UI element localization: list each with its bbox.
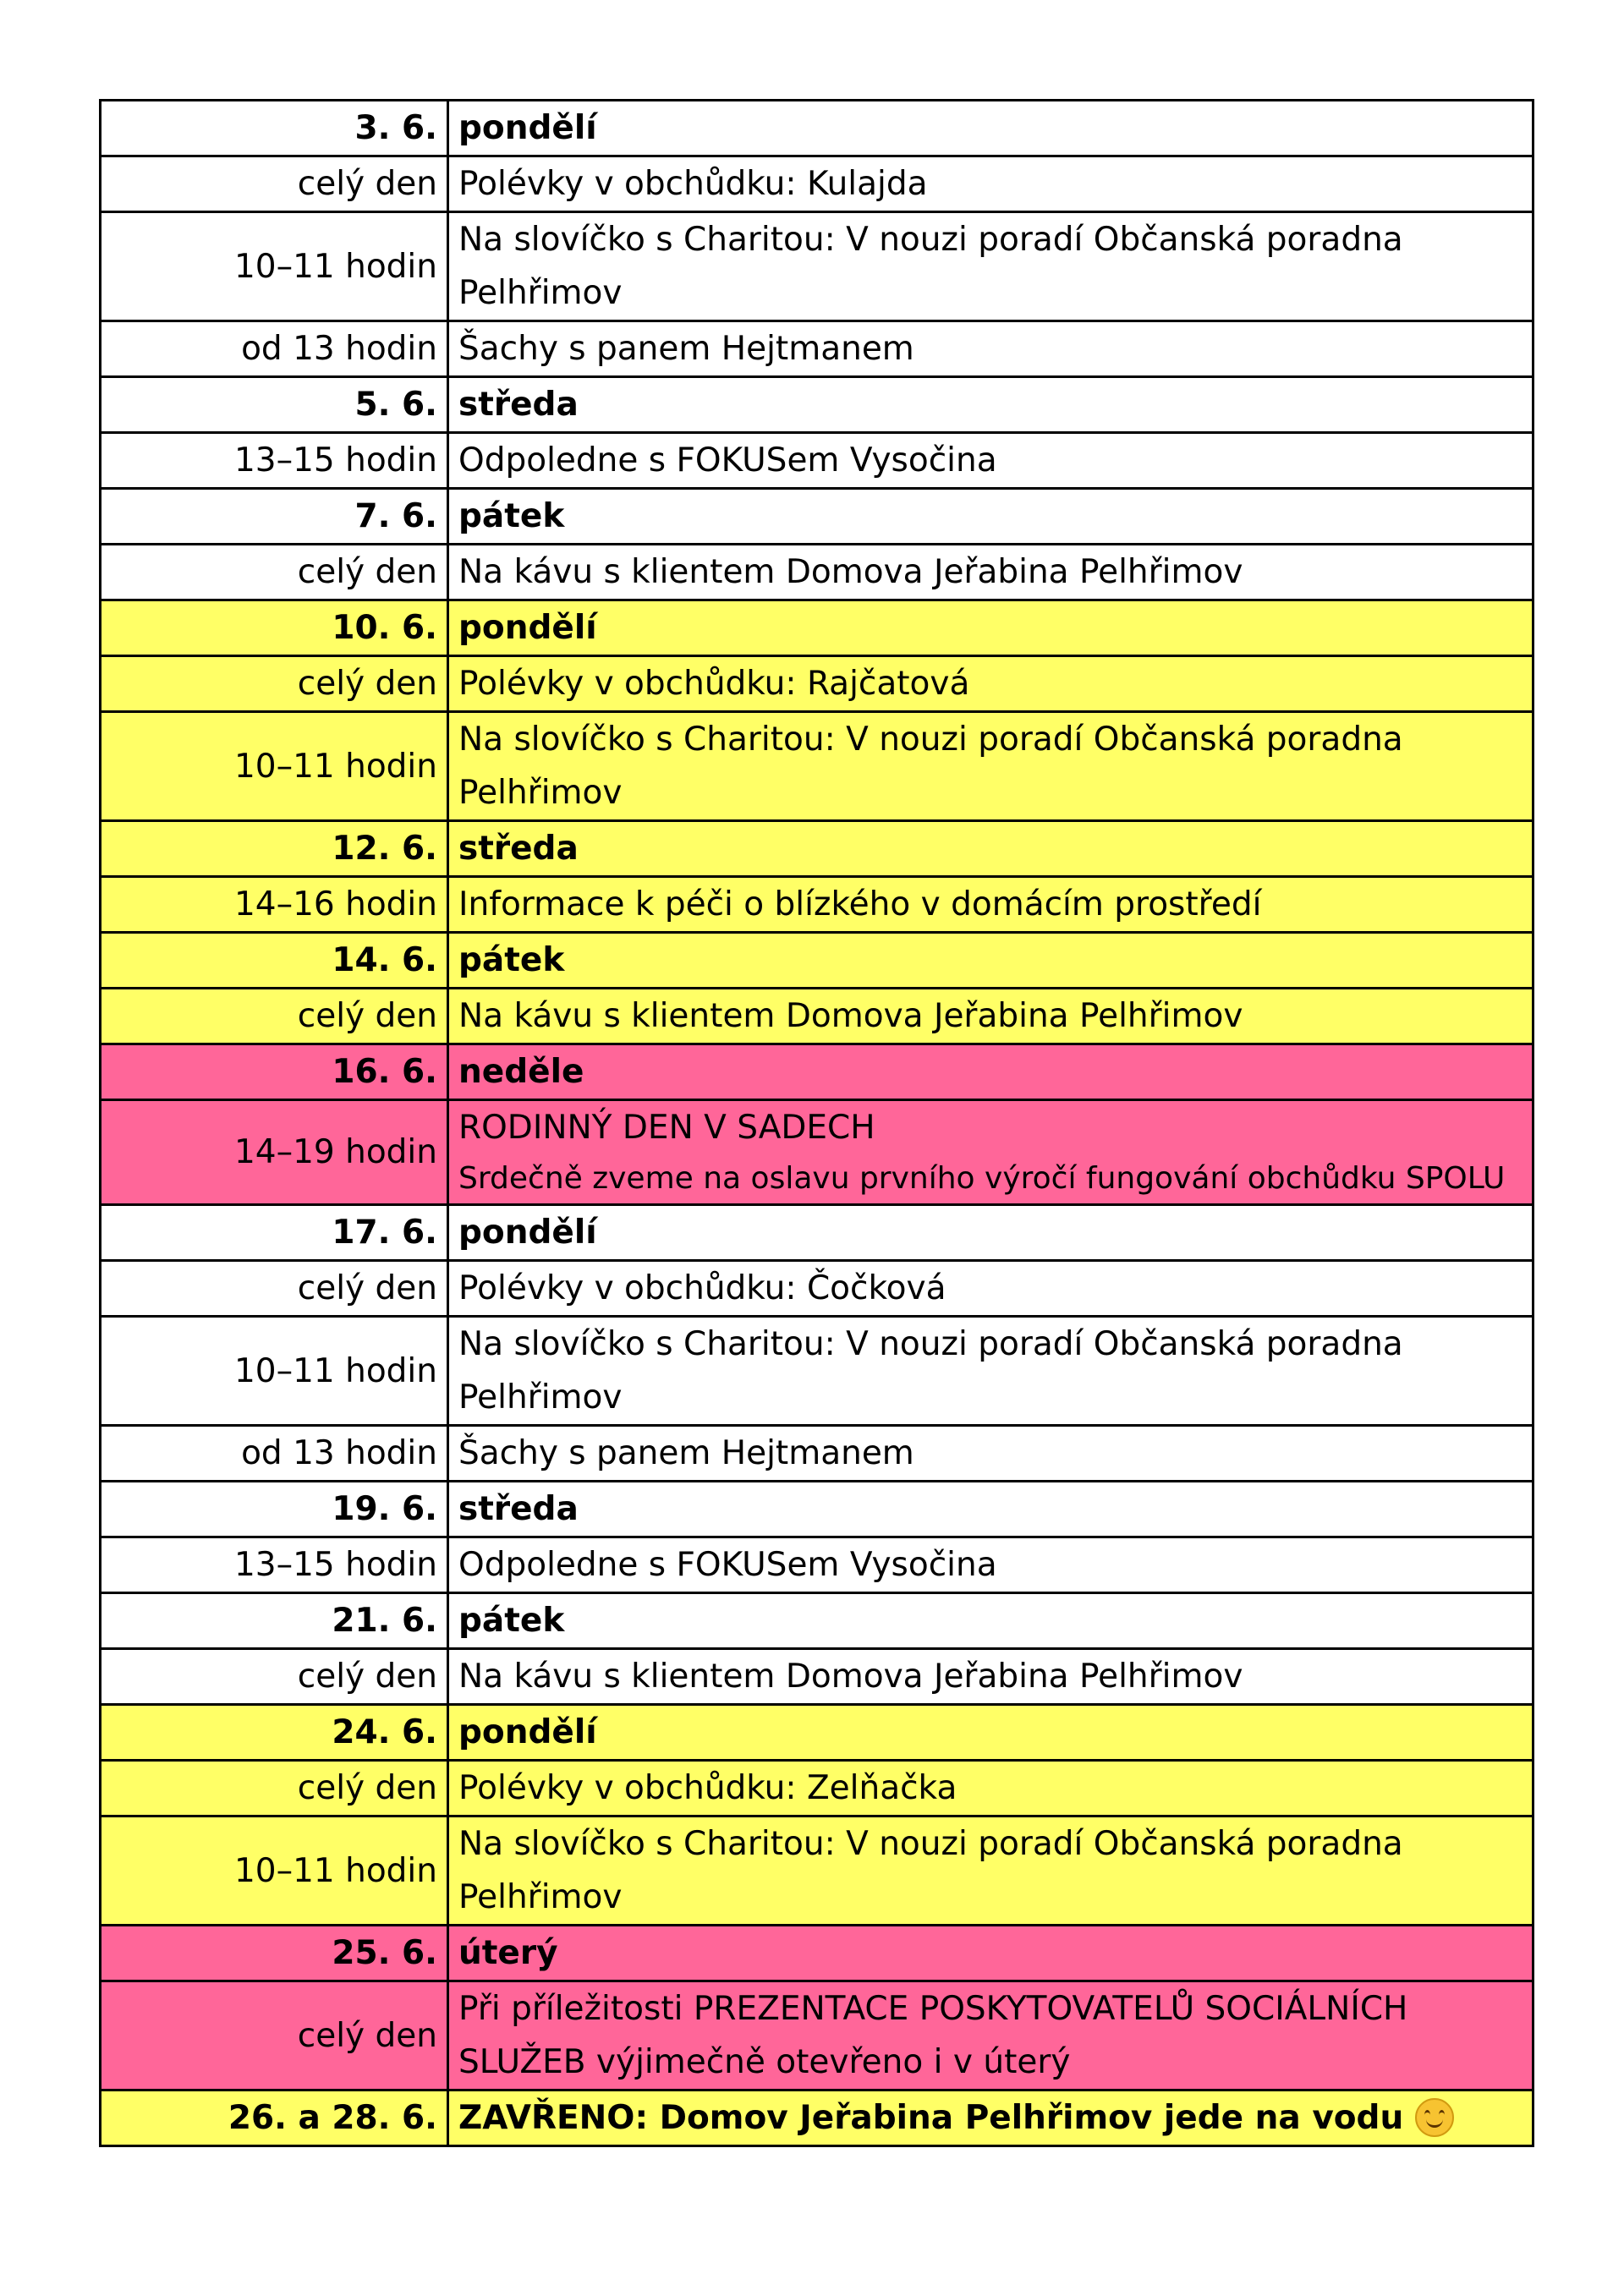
time-cell: celý den [101, 545, 448, 600]
event-row [101, 656, 1533, 712]
weekday-cell [448, 1705, 1533, 1761]
weekday-label: pátek [458, 497, 565, 535]
event-title: Na kávu s klientem Domova Jeřabina Pelhřimov [458, 997, 1243, 1035]
event-row [101, 877, 1533, 933]
day-header-row [101, 1044, 1533, 1100]
time-cell: od 13 hodin [101, 1426, 448, 1482]
time-cell: 10–11 hodin [101, 1317, 448, 1426]
weekday-label: středa [458, 830, 579, 868]
event-cell [448, 321, 1533, 377]
time-cell: 14–16 hodin [101, 877, 448, 933]
weekday-label: středa [458, 386, 579, 424]
event-row [101, 1426, 1533, 1482]
event-row [101, 433, 1533, 489]
day-header-row [101, 1705, 1533, 1761]
weekday-label: pondělí [458, 1713, 597, 1751]
event-row [101, 1649, 1533, 1705]
event-cell [448, 545, 1533, 600]
event-row [101, 545, 1533, 600]
time-cell: celý den [101, 1261, 448, 1317]
event-row [101, 1261, 1533, 1317]
day-header-row [101, 377, 1533, 433]
event-title: Polévky v obchůdku: Čočková [458, 1269, 946, 1307]
event-title: Polévky v obchůdku: Zelňačka [458, 1769, 957, 1807]
day-header-row [101, 1205, 1533, 1261]
event-row [101, 156, 1533, 212]
weekday-cell [448, 2091, 1533, 2146]
date-cell: 12. 6. [101, 821, 448, 877]
event-title: Odpoledne s FOKUSem Vysočina [458, 1546, 997, 1584]
day-header-row [101, 2091, 1533, 2146]
date-cell: 19. 6. [101, 1482, 448, 1537]
time-cell: 10–11 hodin [101, 712, 448, 821]
event-cell [448, 656, 1533, 712]
event-title: Na slovíčko s Charitou: V nouzi poradí Občanská poradna Pelhřimov [458, 221, 1403, 312]
event-row [101, 212, 1533, 321]
weekday-cell [448, 821, 1533, 877]
date-cell: 17. 6. [101, 1205, 448, 1261]
event-title: Na slovíčko s Charitou: V nouzi poradí Občanská poradna Pelhřimov [458, 1325, 1403, 1417]
date-cell: 3. 6. [101, 101, 448, 156]
event-title: Polévky v obchůdku: Kulajda [458, 165, 928, 203]
event-title: Na kávu s klientem Domova Jeřabina Pelhřimov [458, 553, 1243, 591]
weekday-label: neděle [458, 1053, 584, 1091]
event-cell [448, 1649, 1533, 1705]
day-header-row [101, 1926, 1533, 1981]
day-header-row [101, 101, 1533, 156]
weekday-cell [448, 101, 1533, 156]
event-cell [448, 1537, 1533, 1593]
weekday-label: středa [458, 1490, 579, 1528]
event-row [101, 1537, 1533, 1593]
time-cell: 14–19 hodin [101, 1100, 448, 1205]
event-cell [448, 212, 1533, 321]
event-cell [448, 877, 1533, 933]
time-cell: celý den [101, 1981, 448, 2091]
time-cell: od 13 hodin [101, 321, 448, 377]
event-cell [448, 1981, 1533, 2091]
time-cell: celý den [101, 156, 448, 212]
event-title: Při příležitosti PREZENTACE POSKYTOVATELŮ SOCIÁLNÍCH SLUŽEB výjimečně otevřeno i v úterý [458, 1990, 1408, 2081]
event-cell [448, 156, 1533, 212]
smiling-face-icon [1415, 2098, 1454, 2137]
event-cell [448, 1817, 1533, 1926]
day-header-row [101, 600, 1533, 656]
weekday-label: úterý [458, 1934, 558, 1972]
event-title: Odpoledne s FOKUSem Vysočina [458, 441, 997, 479]
date-cell: 25. 6. [101, 1926, 448, 1981]
event-row [101, 321, 1533, 377]
weekday-label: pondělí [458, 1214, 597, 1252]
day-header-row [101, 821, 1533, 877]
event-cell [448, 1261, 1533, 1317]
weekday-label: pondělí [458, 609, 597, 647]
date-cell: 7. 6. [101, 489, 448, 545]
event-title: Šachy s panem Hejtmanem [458, 1434, 914, 1472]
schedule-table [99, 99, 1534, 2147]
weekday-cell [448, 1482, 1533, 1537]
weekday-label: pátek [458, 1602, 565, 1640]
time-cell: celý den [101, 989, 448, 1044]
event-title: Informace k péči o blízkého v domácím prostředí [458, 885, 1262, 923]
day-header-row [101, 933, 1533, 989]
weekday-cell [448, 600, 1533, 656]
event-cell [448, 1761, 1533, 1817]
event-row [101, 1761, 1533, 1817]
event-row [101, 1100, 1533, 1205]
day-header-row [101, 489, 1533, 545]
date-cell: 21. 6. [101, 1593, 448, 1649]
event-title: RODINNÝ DEN V SADECH [458, 1109, 875, 1147]
date-cell: 10. 6. [101, 600, 448, 656]
event-row [101, 989, 1533, 1044]
date-cell: 24. 6. [101, 1705, 448, 1761]
weekday-cell [448, 489, 1533, 545]
weekday-cell [448, 1205, 1533, 1261]
date-cell: 14. 6. [101, 933, 448, 989]
weekday-cell [448, 1593, 1533, 1649]
date-cell: 5. 6. [101, 377, 448, 433]
event-row [101, 1981, 1533, 2091]
event-cell [448, 1317, 1533, 1426]
event-cell [448, 433, 1533, 489]
event-cell [448, 712, 1533, 821]
weekday-label: pondělí [458, 109, 597, 147]
day-header-row [101, 1482, 1533, 1537]
event-cell [448, 1426, 1533, 1482]
weekday-label: pátek [458, 941, 565, 979]
event-title: Na slovíčko s Charitou: V nouzi poradí Občanská poradna Pelhřimov [458, 721, 1403, 812]
event-title: Polévky v obchůdku: Rajčatová [458, 665, 970, 703]
event-subtitle: Srdečně zveme na oslavu prvního výročí fungování obchůdku SPOLU [458, 1161, 1506, 1196]
weekday-cell [448, 1044, 1533, 1100]
time-cell: celý den [101, 656, 448, 712]
time-cell: 10–11 hodin [101, 212, 448, 321]
time-cell: 10–11 hodin [101, 1817, 448, 1926]
event-title: Na slovíčko s Charitou: V nouzi poradí Občanská poradna Pelhřimov [458, 1825, 1403, 1916]
event-title: Šachy s panem Hejtmanem [458, 330, 914, 368]
event-cell [448, 989, 1533, 1044]
event-row [101, 1317, 1533, 1426]
event-row [101, 1817, 1533, 1926]
date-cell: 26. a 28. 6. [101, 2091, 448, 2146]
event-cell [448, 1100, 1533, 1205]
weekday-cell [448, 377, 1533, 433]
event-row [101, 712, 1533, 821]
date-cell: 16. 6. [101, 1044, 448, 1100]
day-header-row [101, 1593, 1533, 1649]
time-cell: celý den [101, 1649, 448, 1705]
time-cell: celý den [101, 1761, 448, 1817]
weekday-cell [448, 1926, 1533, 1981]
event-title: Na kávu s klientem Domova Jeřabina Pelhřimov [458, 1658, 1243, 1696]
weekday-cell [448, 933, 1533, 989]
weekday-label: ZAVŘENO: Domov Jeřabina Pelhřimov jede na vodu [458, 2099, 1404, 2137]
time-cell: 13–15 hodin [101, 433, 448, 489]
time-cell: 13–15 hodin [101, 1537, 448, 1593]
